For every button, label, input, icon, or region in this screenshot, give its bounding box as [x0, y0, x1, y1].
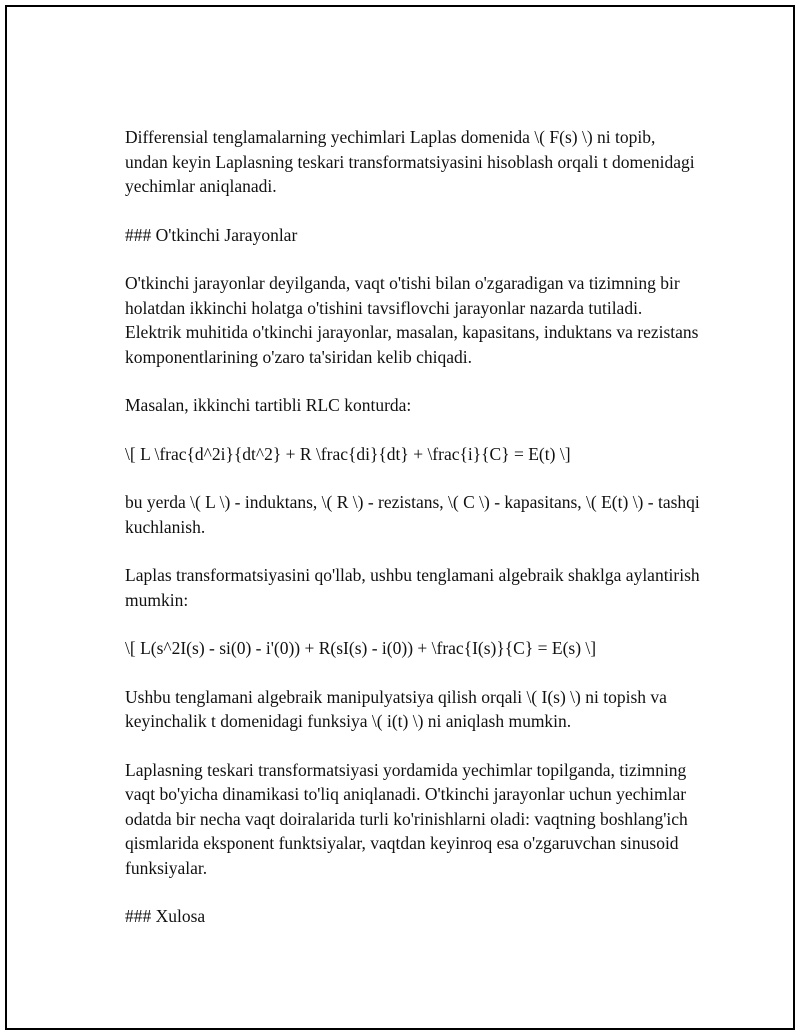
paragraph-inverse-transform: Laplasning teskari transformatsiyasi yordamida yechimlar topilganda, tizimning vaqt bo'yicha dinamikasi to'liq aniqlanadi. O'tkinchi jarayonlar uchun yechimlar odatda bir necha vaqt doiralarida turli ko'rinishlarni oladi: vaqtning boshlang'ich qismlarida eksponent funktsiyalar, vaqtdan keyinroq esa o'zgaruvchan sinusoid funksiyalar. [125, 759, 688, 878]
paragraph-solve-is: Ushbu tenglamani algebraik manipulyatsiya qilish orqali \( I(s) \) ni topish va keyinchalik t domenidagi funksiya \( i(t) \) ni aniqlash mumkin. [125, 686, 667, 731]
paragraph-rlc-example: Masalan, ikkinchi tartibli RLC konturda: [125, 395, 412, 415]
document-body [125, 125, 700, 953]
paragraph-variables: bu yerda \( L \) - induktans, \( R \) - rezistans, \( C \) - kapasitans, \( E(t) \) - tashqi kuchlanish. [125, 492, 700, 537]
section-heading-transients: ### O'tkinchi Jarayonlar [125, 224, 298, 245]
equation-rlc: \[ L \frac{d^2i}{dt^2} + R \frac{di}{dt} + \frac{i}{C} = E(t) \] [125, 443, 571, 464]
equation-laplas: \[ L(s^2I(s) - si(0) - i'(0)) + R(sI(s) - i(0)) + \frac{I(s)}{C} = E(s) \] [125, 638, 597, 658]
section-heading-conclusion: ### Xulosa [125, 906, 206, 926]
paragraph-transients-definition: O'tkinchi jarayonlar deyilganda, vaqt o'tishi bilan o'zgaradigan va tizimning bir holatdan ikkinchi holatga o'tishini tavsiflovchi jarayonlar nazarda tutiladi. Elektrik muhitida o'tkinchi jarayonlar, masalan, kapasitans, induktans va rezistans komponentlarining o'zaro ta'siridan kelib chiqadi. [125, 273, 699, 367]
page-frame [5, 5, 795, 1030]
paragraph-laplas-apply: Laplas transformatsiyasini qo'llab, ushbu tenglamani algebraik shaklga aylantirish mumkin: [125, 565, 700, 610]
paragraph-intro: Differensial tenglamalarning yechimlari Laplas domenida \( F(s) \) ni topib, undan keyin Laplasning teskari transformatsiyasini hisoblash orqali t domenidagi yechimlar aniqlanadi. [125, 127, 695, 196]
